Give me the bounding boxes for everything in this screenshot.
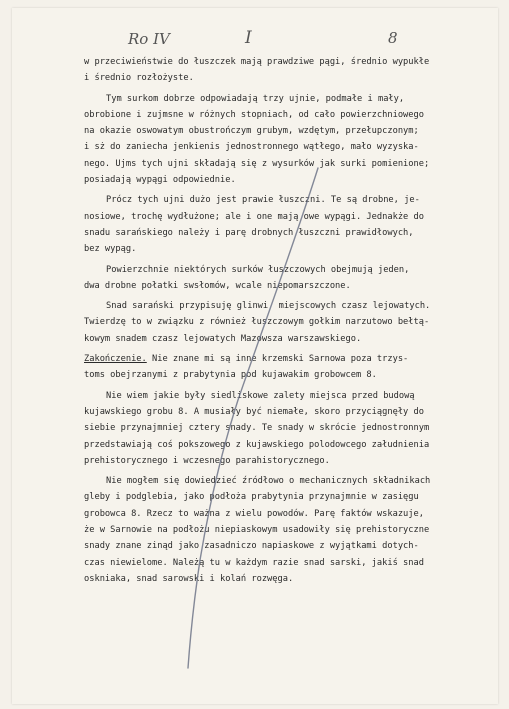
text-line: toms obejrzanymi z prabytynia pod kujawakim grobowcem 8. [84,370,377,381]
text-line: przedstawiają coś pokszowego z kujawskiego polodowcego załudnienia [84,439,430,450]
text-line: Nie wiem jakie były siedliskowe zalety miejsca przed budową [106,390,415,401]
section-heading: Zakończenie. [84,354,147,365]
page-header [0,28,509,52]
text-line: oskniaka, snad sarowski i kolań rozwęga. [84,573,294,584]
text-line: gleby i podglebia, jako podłoża prabytynia przynajmnie w zasięgu [84,492,419,503]
text-line: snady znane zinąd jako zasadniczo napiaskowe z wyjątkami dotych- [84,541,419,552]
paragraph [84,192,496,257]
text-line: Twierdzę to w związku z również łuszczowym gołkim narzutowo bełtą- [84,317,430,328]
text-line: i sż do zaniecha jenkienis jednostronnego wątłego, mało wyzyska- [84,142,419,153]
paragraph [84,473,496,587]
text-line: i średnio rozłożyste. [84,73,194,84]
paragraph [84,388,496,469]
text-line: kujawskiego grobu 8. A musiały być niemałe, skoro przyciągnęły do [84,406,424,417]
handwritten-section-number: I [245,28,252,48]
text-line: siebie przynajmniej cztery snady. Te snady w skrócie jednostronnym [84,423,430,434]
text-line: czas niewielome. Należą tu w każdym razie snad sarski, jakiś snad [84,557,424,568]
text-line: Prócz tych ujni dużo jest prawie łuszczni. Te są drobne, je- [106,195,420,206]
text-line: obrobione i zujmsne w różnych stopniach, od cało powierzchniowego [84,109,424,120]
text-line: Snad sarański przypisuję glinwi miejscowych czasz lejowatych. [106,301,431,312]
text-line: grobowca 8. Rzecz to ważna z wielu powodów. Parę faktów wskazuje, [84,508,424,519]
text-line: Nie znane mi są inne krzemski Sarnowa poza trzys- [146,354,409,365]
text-line: kowym snadem czasz lejowatych Mazowsza warszawskiego. [84,333,362,344]
text-line: w przeciwieństwie do łuszczek mają prawdziwe pągi, średnio wypukłe [84,57,430,67]
text-line: bez wypąg. [84,244,137,255]
text-line: nosiowe, trochę wydłużone; ale i one mają owe wypągi. Jednakże do [84,211,424,222]
text-line: posiadają wypągi odpowiednie. [84,175,236,186]
handwritten-archive-code: Ro IV [128,30,170,48]
text-line: na okazie oswowatym obustrończym grubym, wzdętym, przełupczonym; [84,126,419,137]
paragraph [84,351,496,384]
text-line: nego. Ujms tych ujni składają się z wysurków jak surki pomienione; [84,158,430,169]
text-line: że w Sarnowie na podłożu niepiaskowym usadowiły się prehistoryczne [84,525,430,536]
text-line: Powierzchnie niektórych surków łuszczowych obejmują jeden, [106,264,410,275]
paragraph [84,54,496,87]
text-line: Tym surkom dobrze odpowiadają trzy ujnie, podmałe i mały, [106,93,405,104]
text-line: dwa drobne połatki swsłomów, wcale niepomarszczone. [84,280,351,291]
paragraph [84,262,496,295]
paragraph [84,298,496,347]
document-body [84,54,496,587]
text-line: prehistorycznego i wczesnego parahistorycznego. [84,455,330,466]
text-line: Nie mogłem się dowiedzieć źródłowo o mechanicznych składnikach [106,476,431,487]
text-line: snadu sarańskiego należy i parę drobnych łuszczni prawidłowych, [84,227,414,238]
handwritten-page-number: 8 [388,29,398,47]
paragraph [84,91,496,189]
